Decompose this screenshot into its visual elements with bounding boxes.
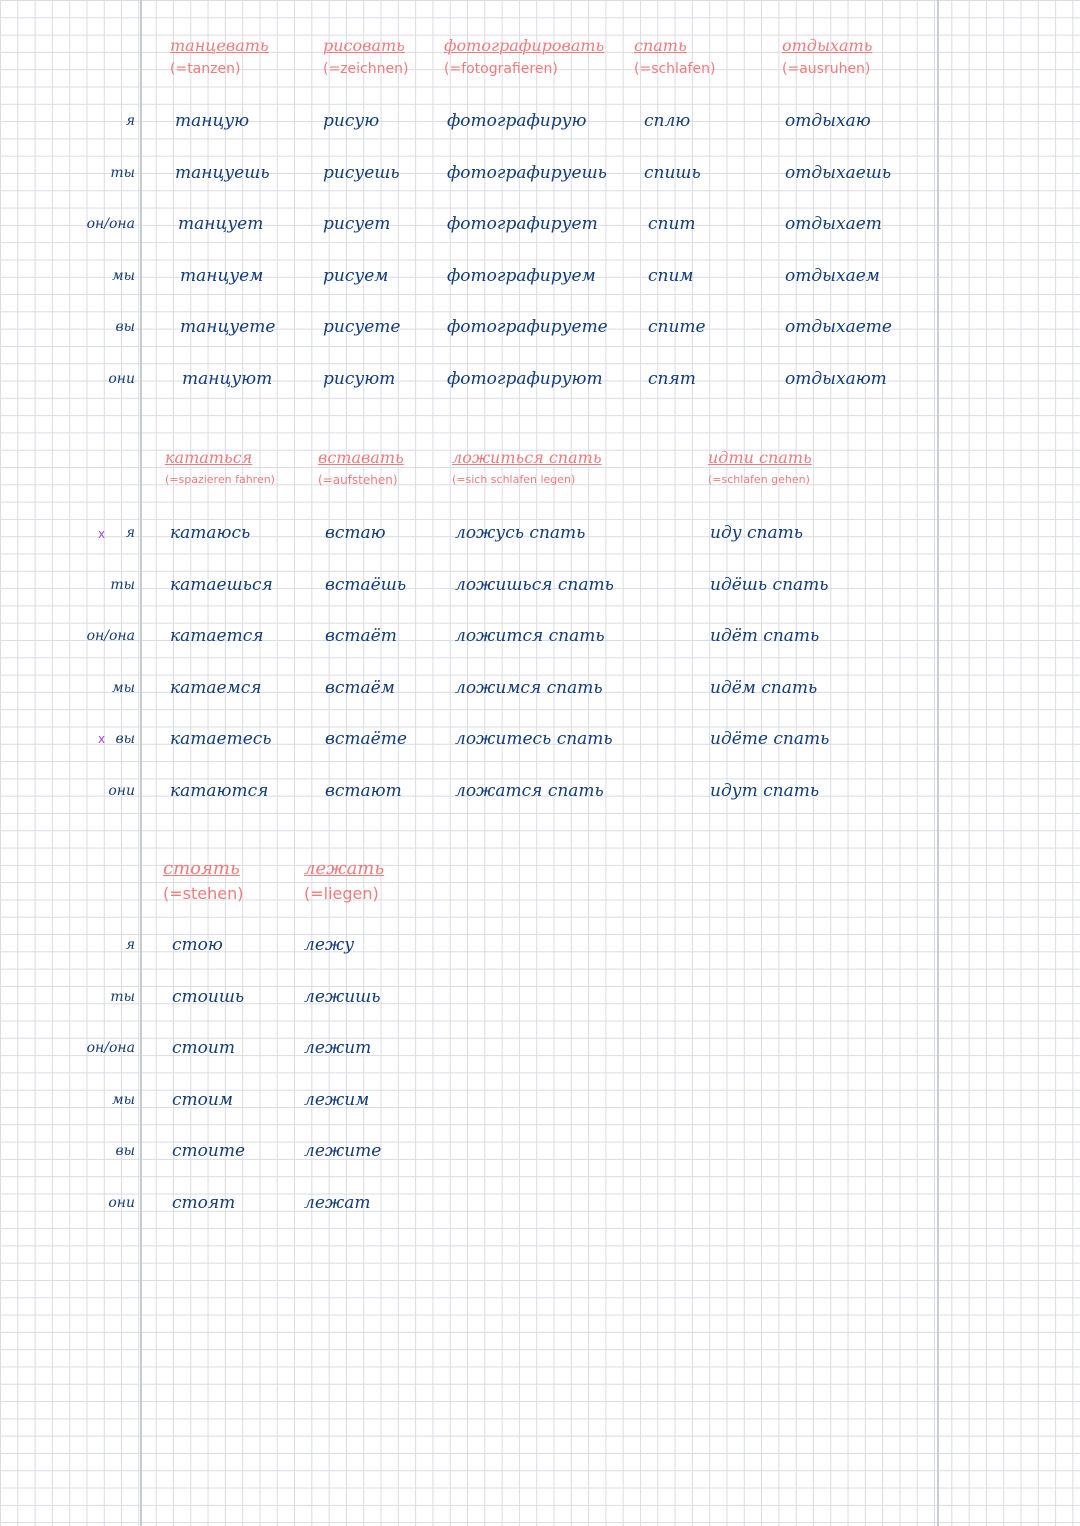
verb-form: ложимся спать [455,678,603,698]
verb-header [163,860,243,902]
verb-infinitive: вставать [318,448,404,467]
verb-form: ложится спать [455,626,605,646]
verb-form: стоит [172,1038,235,1058]
verb-form: лежишь [304,987,381,1007]
verb-form: стоят [172,1193,236,1213]
pronoun-label: я [125,113,135,129]
verb-infinitive: лежать [304,858,385,879]
verb-form: фотографируешь [447,163,607,183]
pronoun-label: они [108,1195,135,1211]
verb-form: рисуете [323,317,401,337]
verb-form: ложусь спать [455,523,586,543]
verb-form: рисуешь [323,163,400,183]
verb-translation: (=sich schlafen legen) [452,473,576,486]
pronoun-label: он/она [86,216,135,232]
verb-form: стоишь [172,987,245,1007]
verb-form: сплю [644,111,691,131]
verb-header [634,38,715,76]
verb-form: встают [325,781,402,801]
verb-form: встаёте [325,729,407,749]
verb-form: идём спать [710,678,818,698]
verb-form: фотографирует [447,214,598,234]
verb-form: танцуешь [175,163,270,183]
pronoun-label: они [108,371,135,387]
verb-form: стою [172,935,223,955]
verb-form: ложитесь спать [455,729,613,749]
right-margin-line [937,0,939,1526]
verb-form: фотографируем [447,266,596,286]
pronoun-label: вы [115,731,135,747]
verb-form: встаём [325,678,395,698]
verb-form: рисуют [323,369,396,389]
verb-form: встаёшь [325,575,407,595]
verb-header [165,450,275,485]
verb-form: лежат [304,1193,371,1213]
verb-form: катается [170,626,264,646]
verb-form: спим [648,266,694,286]
verb-infinitive: танцевать [170,36,269,55]
verb-infinitive: рисовать [323,36,405,55]
verb-form: спит [648,214,696,234]
pronoun-label: они [108,783,135,799]
verb-form: идёт спать [710,626,820,646]
verb-translation: (=stehen) [163,884,244,903]
verb-header [170,38,269,76]
verb-translation: (=liegen) [304,884,379,903]
pronoun-label: мы [111,1092,135,1108]
verb-form: лежим [304,1090,370,1110]
verb-form: ложатся спать [455,781,604,801]
verb-form: спишь [644,163,701,183]
correction-mark: x [98,732,106,746]
verb-form: рисует [323,214,391,234]
verb-header [318,450,404,486]
pronoun-label: ты [110,577,135,593]
verb-infinitive: спать [634,36,687,55]
verb-form: рисуем [323,266,389,286]
verb-translation: (=fotografieren) [444,61,558,77]
verb-form: встаю [325,523,386,543]
correction-mark: x [98,527,106,541]
pronoun-label: вы [115,319,135,335]
verb-header [323,38,408,76]
pronoun-label: мы [111,268,135,284]
pronoun-label: он/она [86,1040,135,1056]
verb-form: отдыхаю [785,111,871,131]
verb-form: отдыхает [785,214,882,234]
verb-form: ложишься спать [455,575,614,595]
verb-infinitive: стоять [163,858,240,879]
verb-header [782,38,872,76]
verb-form: рисую [323,111,380,131]
verb-form: иду спать [710,523,803,543]
pronoun-label: мы [111,680,135,696]
verb-form: фотографируют [447,369,603,389]
verb-form: лежу [304,935,355,955]
verb-form: стоим [172,1090,233,1110]
verb-infinitive: кататься [165,448,253,467]
verb-infinitive: идти спать [708,448,812,467]
verb-form: танцую [175,111,250,131]
verb-form: катаетесь [170,729,272,749]
verb-infinitive: отдыхать [782,36,873,55]
verb-form: отдыхаешь [785,163,892,183]
verb-form: танцуете [180,317,276,337]
verb-form: идёшь спать [710,575,829,595]
verb-header [304,860,384,902]
verb-form: танцуют [182,369,273,389]
verb-translation: (=ausruhen) [782,61,871,77]
verb-form: лежит [304,1038,372,1058]
verb-header [444,38,604,76]
verb-form: катаюсь [170,523,251,543]
verb-form: танцуем [180,266,264,286]
verb-form: спите [648,317,706,337]
verb-translation: (=tanzen) [170,61,241,77]
verb-header [452,450,602,485]
verb-form: идёте спать [710,729,830,749]
pronoun-label: вы [115,1143,135,1159]
verb-translation: (=aufstehen) [318,473,398,487]
pronoun-label: я [125,937,135,953]
verb-infinitive: ложиться спать [452,448,602,467]
verb-form: спят [648,369,696,389]
verb-form: фотографируете [447,317,608,337]
verb-translation: (=schlafen) [634,61,716,77]
verb-form: катаются [170,781,269,801]
verb-translation: (=schlafen gehen) [708,473,810,486]
verb-infinitive: фотографировать [444,36,605,55]
verb-form: фотографирую [447,111,587,131]
pronoun-label: ты [110,165,135,181]
verb-form: отдыхаете [785,317,892,337]
pronoun-label: он/она [86,628,135,644]
verb-form: катаемся [170,678,262,698]
verb-form: стоите [172,1141,246,1161]
verb-form: отдыхают [785,369,887,389]
verb-form: идут спать [710,781,820,801]
verb-form: танцует [178,214,264,234]
left-margin-line [140,0,142,1526]
pronoun-label: я [125,525,135,541]
verb-form: встаёт [325,626,397,646]
verb-header [708,450,812,485]
verb-form: отдыхаем [785,266,880,286]
verb-form: катаешься [170,575,273,595]
pronoun-label: ты [110,989,135,1005]
verb-translation: (=spazieren fahren) [165,473,275,486]
verb-form: лежите [304,1141,382,1161]
verb-translation: (=zeichnen) [323,61,409,77]
